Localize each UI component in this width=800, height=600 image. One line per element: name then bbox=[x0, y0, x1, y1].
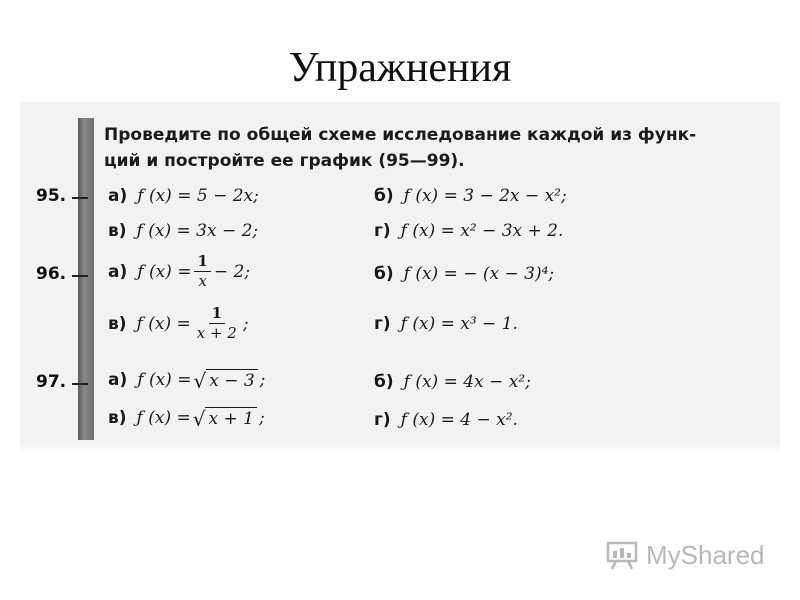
formula-prefix: ƒ (x) = bbox=[137, 261, 192, 282]
problem-97-a bbox=[108, 369, 265, 391]
item-label: г) bbox=[374, 314, 391, 334]
problem-96-a bbox=[108, 252, 250, 291]
square-root bbox=[193, 407, 257, 429]
item-label: в) bbox=[108, 408, 127, 428]
instruction-line-1: Проведите по общей схеме исследование каждой из функ- bbox=[104, 125, 697, 145]
formula-prefix: ƒ (x) = bbox=[136, 313, 191, 334]
scan-fade bbox=[20, 442, 780, 454]
margin-band bbox=[78, 118, 94, 440]
fraction-denominator: x bbox=[198, 272, 207, 290]
item-label: г) bbox=[374, 410, 391, 430]
fraction-denominator: x + 2 bbox=[196, 324, 237, 342]
formula-suffix: − 2; bbox=[213, 261, 251, 282]
problem-number-97: 97. bbox=[36, 372, 67, 392]
fraction-numerator: 1 bbox=[194, 252, 210, 272]
item-label: б) bbox=[374, 264, 394, 284]
radicand: x + 1 bbox=[205, 407, 256, 429]
problem-96-b bbox=[374, 264, 554, 284]
myshared-logo bbox=[606, 540, 765, 570]
item-label: в) bbox=[108, 313, 127, 334]
formula-prefix: ƒ (x) = bbox=[137, 370, 192, 390]
problem-97-v bbox=[108, 407, 265, 429]
fraction-numerator: 1 bbox=[209, 304, 225, 324]
formula: ƒ (x) = 3x − 2; bbox=[136, 221, 259, 241]
formula-suffix: ; bbox=[259, 370, 266, 390]
problem-95-a bbox=[108, 186, 259, 206]
formula: ƒ (x) = 5 − 2x; bbox=[137, 186, 259, 206]
exercise-instructions bbox=[104, 122, 764, 174]
problem-number-95: 95. bbox=[36, 186, 67, 206]
formula: ƒ (x) = − (x − 3)⁴; bbox=[403, 264, 555, 284]
problem-95-b bbox=[374, 186, 567, 206]
radicand: x − 3 bbox=[206, 369, 257, 391]
problem-96-g bbox=[374, 314, 518, 334]
formula: ƒ (x) = 3 − 2x − x²; bbox=[403, 186, 567, 206]
formula-suffix: ; bbox=[242, 313, 249, 334]
problem-95-g bbox=[374, 221, 563, 241]
item-label: а) bbox=[108, 261, 128, 282]
problem-dash bbox=[72, 383, 88, 385]
radical-sign-icon: √ bbox=[193, 369, 207, 393]
formula-prefix: ƒ (x) = bbox=[136, 408, 191, 428]
item-label: г) bbox=[374, 221, 391, 241]
item-label: а) bbox=[108, 186, 128, 206]
problem-97-g bbox=[374, 410, 518, 430]
instruction-line-2: ций и постройте ее график (95—99). bbox=[104, 151, 465, 171]
problem-dash bbox=[72, 197, 88, 199]
item-label: а) bbox=[108, 370, 128, 390]
item-label: б) bbox=[374, 372, 394, 392]
formula: ƒ (x) = 4 − x². bbox=[400, 410, 518, 430]
fraction bbox=[194, 304, 240, 343]
problem-number-96: 96. bbox=[36, 264, 67, 284]
item-label: б) bbox=[374, 186, 394, 206]
formula-suffix: ; bbox=[258, 408, 265, 428]
radical-sign-icon: √ bbox=[192, 407, 206, 431]
problem-95-v bbox=[108, 221, 258, 241]
problem-96-v bbox=[108, 304, 249, 343]
problem-dash bbox=[72, 275, 88, 277]
watermark-text: MyShared bbox=[646, 539, 765, 570]
problem-97-b bbox=[374, 372, 531, 392]
formula: ƒ (x) = x³ − 1. bbox=[400, 314, 518, 334]
square-root bbox=[193, 369, 257, 391]
fraction bbox=[194, 252, 210, 291]
formula: ƒ (x) = 4x − x²; bbox=[403, 372, 531, 392]
presentation-board-icon bbox=[606, 540, 640, 570]
item-label: в) bbox=[108, 221, 127, 241]
page-title: Упражнения bbox=[288, 45, 512, 91]
formula: ƒ (x) = x² − 3x + 2. bbox=[400, 221, 564, 241]
